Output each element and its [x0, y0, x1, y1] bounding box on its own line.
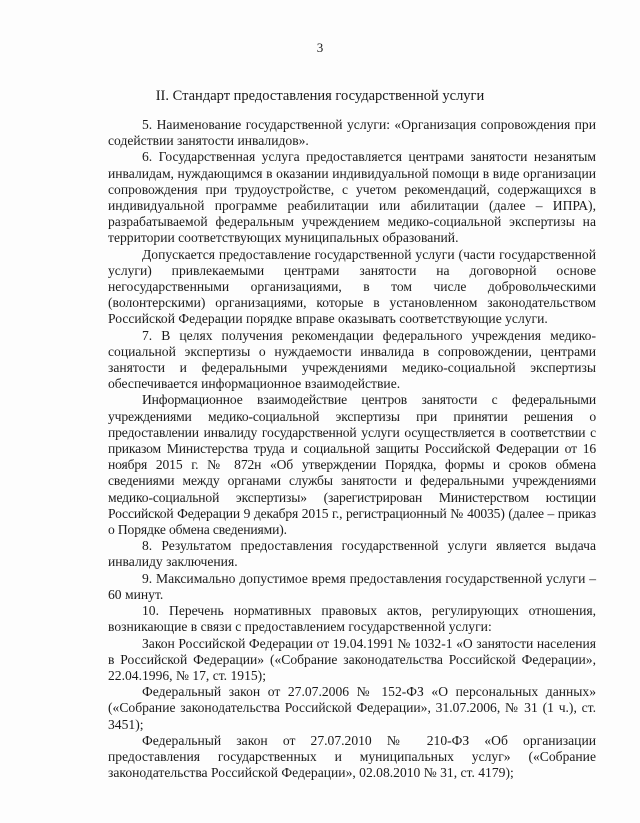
- paragraph-10: 10. Перечень нормативных правовых актов, регулирующих отношения, возникающие в связи с предоставлением государственной услуги:: [108, 603, 596, 635]
- paragraph-5: 5. Наименование государственной услуги: «Организация сопровождения при содействии занятости инвалидов».: [108, 117, 596, 149]
- law-personal-data: Федеральный закон от 27.07.2006 № 152-ФЗ «О персональных данных» («Собрание законодательства Российской Федерации», 31.07.2006, № 31 (1 ч.), ст. 3451);: [108, 684, 596, 732]
- paragraph-7: 7. В целях получения рекомендации федерального учреждения медико-социальной экспертизы о нуждаемости инвалида в сопровождении, центрами занятости и федеральными учреждениями медико-социальной экспертизы обеспечивается информационное взаимодействие.: [108, 327, 596, 392]
- paragraph-9: 9. Максимально допустимое время предоставления государственной услуги – 60 минут.: [108, 570, 596, 602]
- paragraph-8: 8. Результатом предоставления государственной услуги является выдача инвалиду заключения.: [108, 538, 596, 570]
- page-number: 3: [316, 40, 324, 55]
- law-employment: Закон Российской Федерации от 19.04.1991 № 1032-1 «О занятости населения в Российской Федерации» («Собрание законодательства Российской Федерации», 22.04.1996, № 17, ст. 1915);: [108, 635, 596, 683]
- document-body: [108, 117, 596, 781]
- paragraph-6-admission: Допускается предоставление государственной услуги (части государственной услуги) привлекаемыми центрами занятости на договорной основе негосударственными организациями, в том числе добровольческими (волонтерскими) организациями, которые в установленном законодательством Российской Федерации порядке вправе оказывать соответствующие услуги.: [108, 246, 596, 327]
- law-public-services: Федеральный закон от 27.07.2010 № 210-ФЗ «Об организации предоставления государственных и муниципальных услуг» («Собрание законодательства Российской Федерации», 02.08.2010 № 31, ст. 4179);: [108, 732, 596, 781]
- paragraph-6: 6. Государственная услуга предоставляется центрами занятости незанятым инвалидам, нуждающимся в оказании индивидуальной помощи в виде организации сопровождения при трудоустройстве, с учетом рекомендаций, содержащихся в индивидуальной программе реабилитации или абилитации (далее – ИПРА), разрабатываемой федеральным учреждением медико-социальной экспертизы на территории соответствующих муниципальных образований.: [108, 149, 596, 246]
- section-title: II. Стандарт предоставления государственной услуги: [155, 88, 485, 104]
- paragraph-7-interaction: Информационное взаимодействие центров занятости с федеральными учреждениями медико-социальной экспертизы при принятии решения о предоставлении инвалиду государственной услуги осуществляется в соответствии с приказом Министерства труда и социальной защиты Российской Федерации от 16 ноября 2015 г. № 872н «Об утверждении Порядка, формы и сроков обмена сведениями между органами службы занятости и федеральными учреждениями медико-социальной экспертизы» (зарегистрирован Министерством юстиции Российской Федерации 9 декабря 2015 г., регистрационный № 40035) (далее – приказ о Порядке обмена сведениями).: [108, 392, 596, 538]
